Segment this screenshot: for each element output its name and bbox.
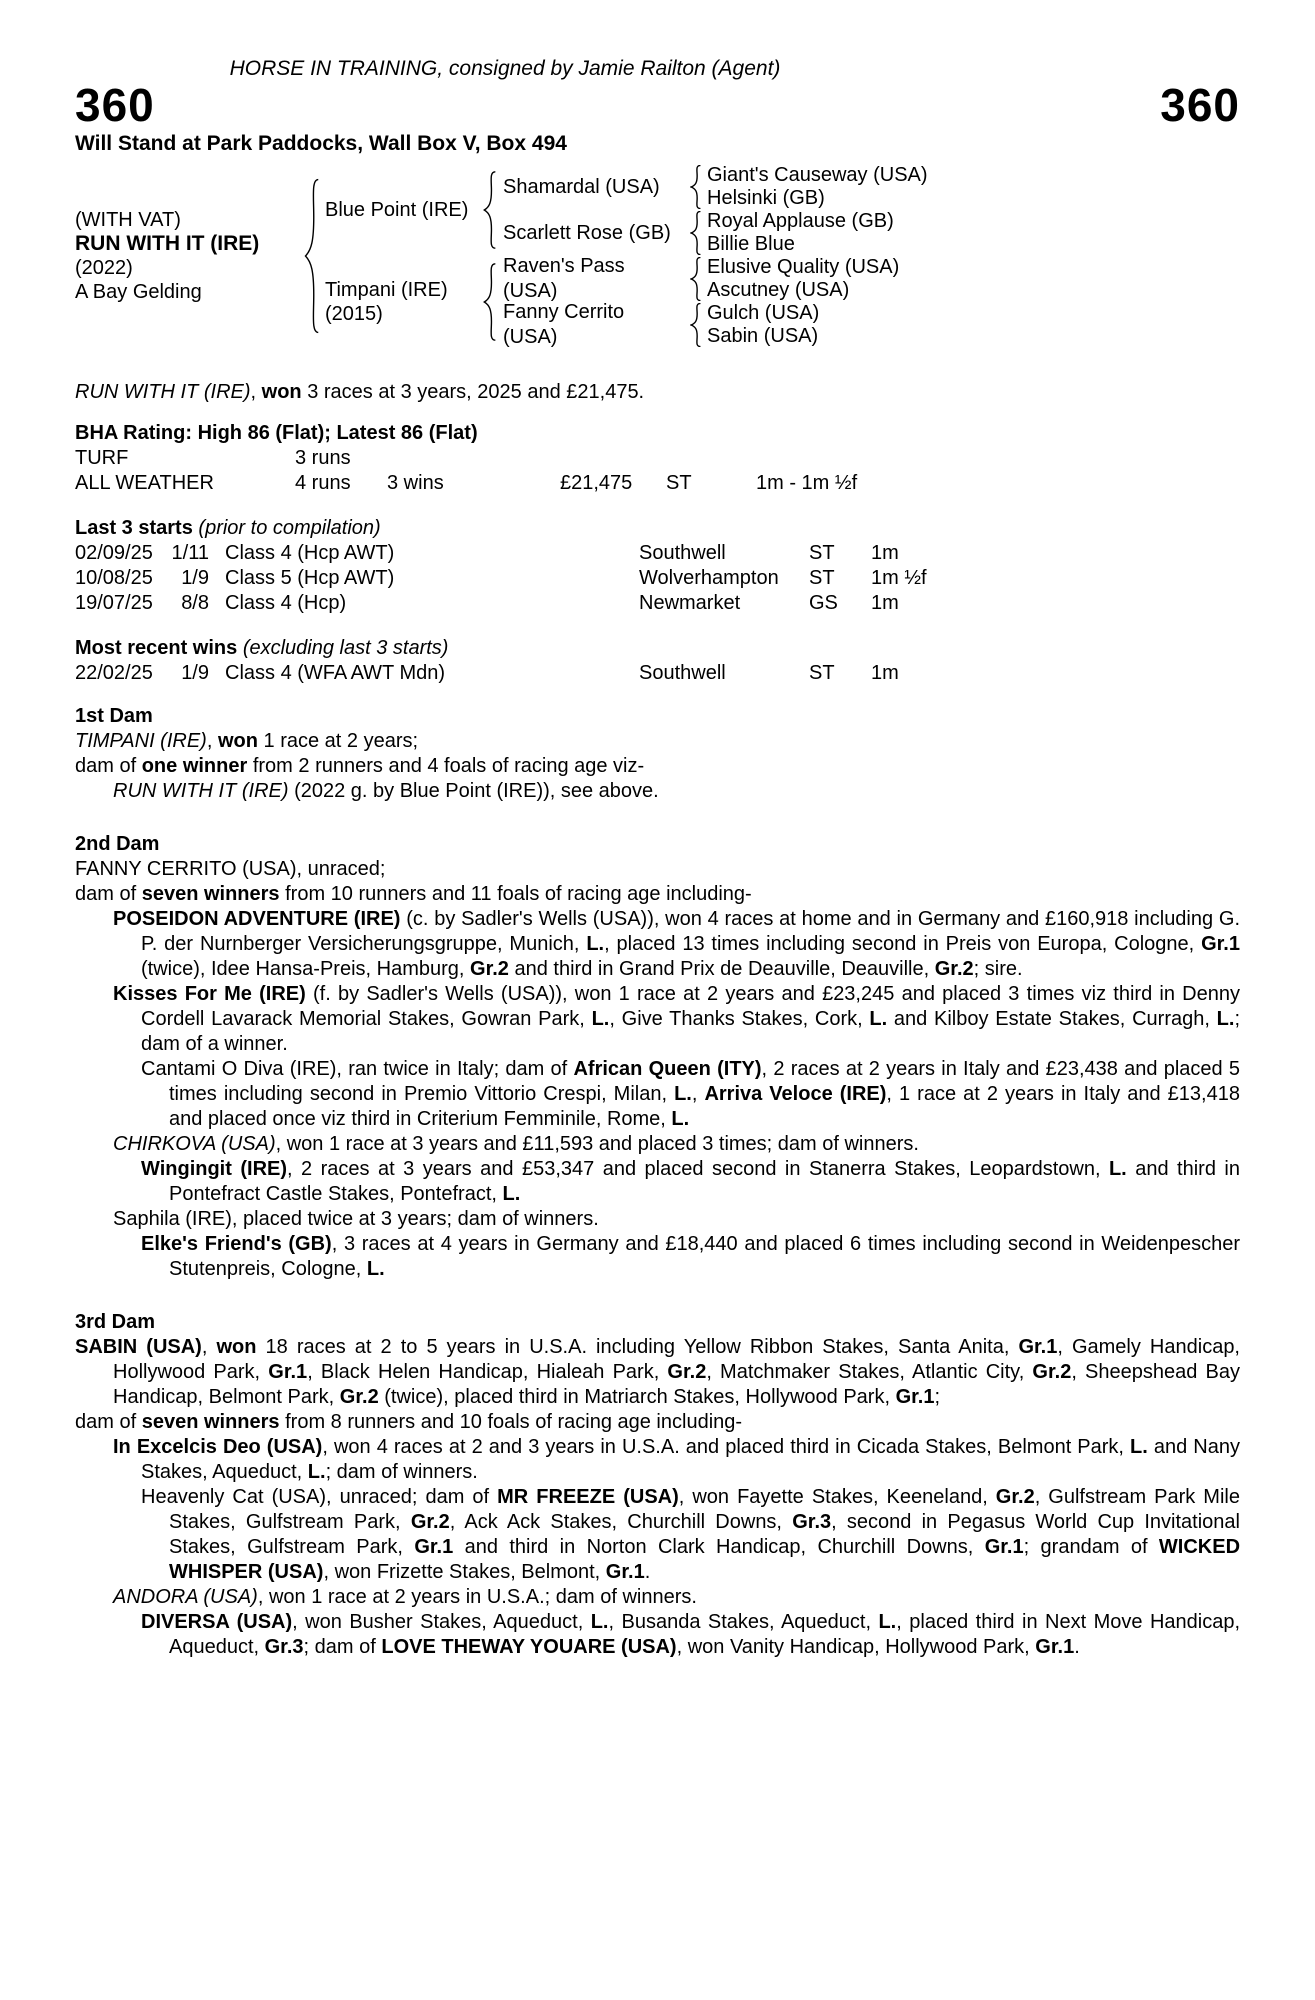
rating-row-all-weather	[75, 471, 1240, 496]
dam-paragraph: Kisses For Me (IRE) (f. by Sadler's Wells (USA)), won 1 race at 2 years and £23,245 and placed 3 times viz third in Denny Cordell Lavarack Memorial Stakes, Gowran Park, L., Give Thanks Stakes, Cork, L. and Kilboy Estate Stakes, Curragh, L.; dam of a winner.	[113, 983, 1240, 1055]
recent-wins-section	[75, 636, 1240, 686]
start-date: 10/08/25	[75, 567, 153, 589]
dam-paragraph: CHIRKOVA (USA), won 1 race at 3 years and £11,593 and placed 3 times; dam of winners.	[113, 1133, 919, 1155]
dam-dam-dam-name: Sabin (USA)	[707, 325, 819, 347]
start-distance: 1m	[871, 592, 899, 614]
going-value	[666, 446, 756, 471]
dam-paragraph: Wingingit (IRE), 2 races at 3 years and £53,347 and placed second in Stanerra Stakes, Leopardstown, L. and third in Pontefract Castle Stakes, Pontefract, L.	[141, 1158, 1240, 1205]
dam-paragraph: Cantami O Diva (IRE), ran twice in Italy; dam of African Queen (ITY), 2 races at 2 years in Italy and £23,438 and placed 5 times including second in Premio Vittorio Crespi, Milan, L., Arriva Veloce (IRE), 1 race at 2 years in Italy and £13,418 and placed once viz third in Criterium Femminile, Rome, L.	[141, 1058, 1241, 1130]
win-course: Southwell	[639, 662, 726, 684]
dam-paragraph: SABIN (USA), won 18 races at 2 to 5 years in U.S.A. including Yellow Ribbon Stakes, Santa Anita, Gr.1, Gamely Handicap, Hollywood Park, Gr.1, Black Helen Handicap, Hialeah Park, Gr.2, Matchmaker Stakes, Atlantic City, Gr.2, Sheepshead Bay Handicap, Belmont Park, Gr.2 (twice), placed third in Matriarch Stakes, Hollywood Park, Gr.1;	[75, 1336, 1241, 1408]
start-row	[75, 541, 1240, 566]
sire-dam-name: Scarlett Rose (GB)	[503, 221, 671, 244]
stand-location: Will Stand at Park Paddocks, Wall Box V, Box 494	[75, 132, 567, 155]
pedigree-table	[75, 164, 1240, 348]
sire-sire-name: Shamardal (USA)	[503, 175, 660, 198]
start-race: Class 5 (Hcp AWT)	[225, 567, 395, 589]
race-summary: RUN WITH IT (IRE), won 3 races at 3 years, 2025 and £21,475.	[75, 381, 645, 403]
dam-heading: 2nd Dam	[75, 833, 160, 855]
consignor-line: HORSE IN TRAINING, consigned by Jamie Railton (Agent)	[229, 57, 781, 80]
dam-dam-branch	[503, 302, 1240, 348]
distance-value	[756, 446, 1240, 471]
subject-foaling-year: (2022)	[75, 257, 133, 279]
surface-label: TURF	[75, 447, 129, 469]
dam-paragraph: FANNY CERRITO (USA), unraced;	[75, 858, 386, 880]
start-position: 1/9	[181, 567, 209, 589]
start-going: GS	[809, 592, 838, 614]
dam-branch	[325, 256, 1240, 348]
dam-foaling-year: (2015)	[325, 303, 383, 325]
dam-paragraph: RUN WITH IT (IRE) (2022 g. by Blue Point (IRE)), see above.	[113, 780, 659, 802]
win-going: ST	[809, 662, 835, 684]
dam-sire-dam-name: Ascutney (USA)	[707, 279, 850, 301]
start-course: Wolverhampton	[639, 567, 779, 589]
subject-description: A Bay Gelding	[75, 281, 202, 303]
heading-italic: (prior to compilation)	[198, 517, 381, 539]
distance-value: 1m - 1m ½f	[756, 472, 858, 494]
brace-icon	[683, 164, 707, 210]
recent-wins-heading	[75, 636, 1240, 661]
brace-icon	[475, 256, 503, 348]
brace-icon	[683, 302, 707, 348]
dam-paragraph: TIMPANI (IRE), won 1 race at 2 years;	[75, 730, 419, 752]
dam-dam-name: Fanny Cerrito (USA)	[503, 301, 625, 348]
start-date: 19/07/25	[75, 592, 153, 614]
dam-paragraph: dam of seven winners from 8 runners and 10 foals of racing age including-	[75, 1411, 743, 1433]
start-race: Class 4 (Hcp AWT)	[225, 542, 395, 564]
dam-paragraph: ANDORA (USA), won 1 race at 2 years in U.S.A.; dam of winners.	[113, 1586, 697, 1608]
sire-sire-dam-name: Helsinki (GB)	[707, 187, 825, 209]
sire-name: Blue Point (IRE)	[325, 199, 469, 221]
heading-bold: Last 3 starts	[75, 517, 193, 539]
dam-paragraph: In Excelcis Deo (USA), won 4 races at 2 and 3 years in U.S.A. and placed third in Cicada Stakes, Belmont Park, L. and Nany Stakes, Aqueduct, L.; dam of winners.	[113, 1436, 1240, 1483]
wins-value	[387, 446, 560, 471]
sire-dam-sire-name: Royal Applause (GB)	[707, 210, 894, 232]
lot-row	[75, 79, 1240, 131]
start-distance: 1m	[871, 542, 899, 564]
rating-block	[75, 421, 1240, 496]
dam-heading: 1st Dam	[75, 705, 153, 727]
dam-paragraph: Saphila (IRE), placed twice at 3 years; dam of winners.	[113, 1208, 599, 1230]
dam-paragraph: Heavenly Cat (USA), unraced; dam of MR FREEZE (USA), won Fayette Stakes, Keeneland, Gr.2, Gulfstream Park Mile Stakes, Gulfstream Park, Gr.2, Ack Ack Stakes, Churchill Downs, Gr.3, second in Pegasus World Cup Invitational Stakes, Gulfstream Park, Gr.1 and third in Norton Clark Handicap, Churchill Downs, Gr.1; grandam of WICKED WHISPER (USA), won Frizette Stakes, Belmont, Gr.1.	[141, 1486, 1241, 1583]
surface-label: ALL WEATHER	[75, 472, 214, 494]
brace-icon	[683, 256, 707, 302]
subject-block	[75, 208, 297, 304]
runs-value: 3 runs	[295, 447, 351, 469]
win-race: Class 4 (WFA AWT Mdn)	[225, 662, 446, 684]
bha-rating: BHA Rating: High 86 (Flat); Latest 86 (Flat)	[75, 422, 478, 444]
start-course: Newmarket	[639, 592, 741, 614]
start-row	[75, 566, 1240, 591]
start-row	[75, 591, 1240, 616]
heading-italic: (excluding last 3 starts)	[242, 637, 449, 659]
dam-heading: 3rd Dam	[75, 1311, 156, 1333]
heading-bold: Most recent wins	[75, 637, 238, 659]
rating-row-turf	[75, 446, 1240, 471]
start-going: ST	[809, 542, 835, 564]
win-distance: 1m	[871, 662, 899, 684]
start-going: ST	[809, 567, 835, 589]
third-dam-section	[75, 1310, 1240, 1660]
brace-icon	[683, 210, 707, 256]
subject-horse-name: RUN WITH IT (IRE)	[75, 232, 260, 255]
first-dam-section	[75, 704, 1240, 804]
sire-branch	[325, 164, 1240, 256]
start-race: Class 4 (Hcp)	[225, 592, 347, 614]
start-course: Southwell	[639, 542, 726, 564]
win-date: 22/02/25	[75, 662, 153, 684]
dam-sire-branch	[503, 256, 1240, 302]
going-value: ST	[666, 472, 692, 494]
earnings-value: £21,475	[560, 472, 633, 494]
win-position: 1/9	[181, 662, 209, 684]
vat-note: (WITH VAT)	[75, 209, 181, 231]
lot-number-right: 360	[1160, 79, 1240, 131]
start-position: 8/8	[181, 592, 209, 614]
dam-sire-sire-name: Elusive Quality (USA)	[707, 256, 900, 278]
last-starts-section	[75, 516, 1240, 616]
earnings-value	[560, 446, 666, 471]
generation-1	[325, 164, 1240, 348]
brace-icon	[297, 164, 325, 348]
last-starts-heading	[75, 516, 1240, 541]
dam-paragraph: dam of one winner from 2 runners and 4 foals of racing age viz-	[75, 755, 645, 777]
dam-paragraph: Elke's Friend's (GB), 3 races at 4 years in Germany and £18,440 and placed 6 times including second in Weidenpescher Stutenpreis, Cologne, L.	[141, 1233, 1240, 1280]
start-distance: 1m ½f	[871, 567, 927, 589]
dam-paragraph: DIVERSA (USA), won Busher Stakes, Aqueduct, L., Busanda Stakes, Aqueduct, L., placed third in Next Move Handicap, Aqueduct, Gr.3; dam of LOVE THEWAY YOUARE (USA), won Vanity Handicap, Hollywood Park, Gr.1.	[141, 1611, 1240, 1658]
dam-name: Timpani (IRE)	[325, 279, 448, 301]
wins-value: 3 wins	[387, 472, 444, 494]
win-row	[75, 661, 1240, 686]
dam-sire-name: Raven's Pass (USA)	[503, 255, 625, 302]
sire-sire-branch	[503, 164, 1240, 210]
start-position: 1/11	[171, 542, 209, 564]
start-date: 02/09/25	[75, 542, 153, 564]
dam-dam-sire-name: Gulch (USA)	[707, 302, 820, 324]
dam-paragraph: dam of seven winners from 10 runners and 11 foals of racing age including-	[75, 883, 752, 905]
second-dam-section	[75, 832, 1240, 1282]
lot-number-left: 360	[75, 79, 155, 131]
dam-paragraph: POSEIDON ADVENTURE (IRE) (c. by Sadler's Wells (USA)), won 4 races at home and in Germany and £160,918 including G. P. der Nurnberger Versicherungsgruppe, Munich, L., placed 13 times including second in Preis von Europa, Cologne, Gr.1 (twice), Idee Hansa-Preis, Hamburg, Gr.2 and third in Grand Prix de Deauville, Deauville, Gr.2; sire.	[113, 908, 1240, 980]
sire-dam-branch	[503, 210, 1240, 256]
sire-dam-dam-name: Billie Blue	[707, 233, 795, 255]
runs-value: 4 runs	[295, 472, 351, 494]
brace-icon	[475, 164, 503, 256]
sire-sire-sire-name: Giant's Causeway (USA)	[707, 164, 928, 186]
